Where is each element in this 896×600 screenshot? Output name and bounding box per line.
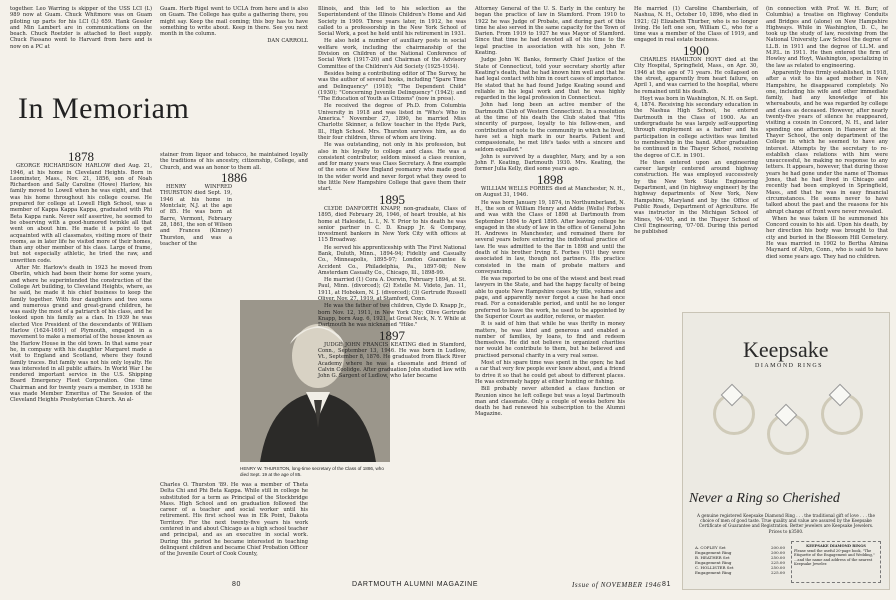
intro-paragraph: together. Leo Warring is skipper of the USS LCI (L) 989 now at Guam. Chuck Whitmore was on Guam piloting up parts for his LCI (L) 659. Hank Gessler and Min Lambert are in communications on the beach. Chuck Roetzler is attached to fleet supply. Chuck Fassano went to Harvard from here and is now on a PC at (10, 6, 152, 50)
obituary-thurston-cont: Charles O. Thurston '89. He was a member of Theta Delta Chi and Phi Beta Kappa. While still in college he substituted for a term as Principal of the Stockbridge Mass. High School and on graduation followed the career of a teacher and social worker until his retirement. His first school was in Elk Point, Dakota Territory. For the next twenty-five years his work centered in and about Chicago as a high school teacher and principal, and as an executive in social work. During this period he became interested in teaching delinquent children and became Chief Probation Officer of the Juvenile Court of Cook County, (160, 482, 308, 558)
paragraph: He received the degree of Ph.D. from Columbia University in 1918 and was listed in "Who's Who in America." November 27, 1890, he married Miss Charlotte Skinner, a fellow teacher in the Hyde Park, Ill., High School. Mrs. Thurston survives him, as do their four children, three of whom are living. (318, 103, 466, 141)
obituary-keating: JUDGE JOHN FRANCIS KEATING died in Stamford, Conn., September 13, 1946. He was born in Ludlow, Vt., September 8, 1876. He graduated from Black River Academy where he was a classmate and friend of Calvin Coolidge. After graduation John studied law with John G. Sargent of Ludlow, who later became (318, 341, 466, 380)
class-year-1900: 1900 (683, 42, 709, 58)
obituary-hoyt: CHARLES HAMILTON HOYT died at the City Hospital, Springfield, Mass., on Apr. 30, 1946 at the age of 71 years. He collapsed on the street, apparently from heart failure, on April 1, and was carried to the hospital, where he remained until his death. (634, 57, 758, 95)
ad-coupon (791, 541, 881, 583)
class-year-1897: 1897 (379, 327, 405, 343)
ad-headline: Never a Ring so Cherished (689, 491, 840, 506)
price-row: Engagement Ring 225.00 (695, 560, 785, 565)
photo-caption: HENRY W. THURSTON, long-time secretary of the Class of 1886, who died Sept. 19 at the age of 85. (240, 466, 384, 477)
column-top-text: Guam. Herb Rigel went to UCLA from here and is also on Guam. The College has quite a gathering there, you might say. Keep the mail coming; this boy has to have something to write about. Keep in there. See you next month in the column. (160, 6, 308, 38)
class-year-1878: 1878 (68, 149, 94, 164)
obituary-harlow: GEORGE RICHARDSON HARLOW died Aug. 21, 1946, at his home in Cleveland Heights. Born in Leominster, Mass., Nov. 21, 1856, son of Noah Richardson and Sally Caroline (Howe) Harlow, his family moved to Lowell when he was eight, and that was his home throughout his college course. He prepared for college at Lowell High School, was a member of Kappa Kappa Kappa, graduated with Phi Beta Kappa rank. Never self assertive, he seemed to be observing with a good-humored twinkle all that went on about him. He made it a point to get acquainted with all classmates, visiting more of their rooms, as in later life he visited more of their homes, than any other member of his class. Large of frame, but not especially athletic, he tried the raw, and unwritten code. (10, 163, 152, 264)
obituary-harlow-cont: After Mr. Harlow's death in 1923 he moved from Oberlin, which had been their home for some years, and where he superintended the construction of the College Art building, to Cleveland Heights, where, as he said, he made it his chief business to keep the family together. With four daughters and two sons and numerous grand and great-grand children, he was easily the most of a patriarch of his class, and he looked upon his family as a clan. In 1939 he was elected Vice President of the descendants of William Harlow (1624-1691) of Plymouth, engaged in a movement to make a memorial of the house known as the Harlow House in the old town. In that same year he, in company with his daughter Margaret made a visit to England and Scotland, where they found family traces. But family was not his only loyalty. He was interested in all public affairs. In World War I he rendered important service in the U.S. Shipping Board Emergency Fleet Corporation. One time Chairman and for twenty years a member, in 1938 he was made Member Emeritus of The Session of the Cleveland Heights Presbyterian Church. An al- (10, 265, 152, 404)
price-row: C. HOLLISTER Set 250.00 (695, 565, 785, 570)
paragraph: Attorney General of the U. S. Early in the century he began the practice of law in Stamford. From 1910 to 1922 he was Judge of Probate, and during part of this time he also served in the same capacity for the Town of Darien. From 1919 to 1927 he was Mayor of Stamford. Since that time he had devoted all of his time to the legal practise in association with his son, John F. Keating. (475, 6, 625, 57)
class-year-1898: 1898 (537, 171, 563, 187)
signature: DAN CARROLL (267, 38, 308, 45)
obituary-thurston: HENRY WINFRED THURSTON died Sept. 19, 1946 at his home in Montclair, N.J. at the age of 85. He was born at Barre, Vermont, February 28, 1861, the son of Wilson and Frances (Kinney) Thurston, and was a teacher of the (160, 184, 232, 247)
column-1 (10, 6, 152, 51)
magazine-title: DARTMOUTH ALUMNI MAGAZINE (352, 581, 479, 588)
paragraph: He then entered upon an engineering career largely centered around highway construction. He was employed successively by the New York State Engineering Department, and (in highway engineer) by the highway departments of New York, New Hampshire, Maryland and by the Office of Public Roads, Department of Agriculture. He was instructor in the Michigan School of Mines, '04-'05, and in the Thayer School of Civil Engineering, '07-'08. During this period he published (634, 159, 758, 236)
paragraph: He married (1) Caroline Chamberlain, of Nashua, N. H., October 10, 1896, who died in 1921; (2) Elizabeth Thurber, who is no longer living. He left one son, William C., who for a time was a member of the Class of 1919, and engaged in real estate business. (634, 6, 758, 44)
coupon-title: KEEPSAKE DIAMOND RINGS (806, 544, 866, 548)
paragraph: It is said of him that while he was thrifty in money matters, he was kind and generous and enabled a number of families, by loans, to find and redeem themselves. He did not believe in organized charities nor would he contribute to them, but he believed and practised personal charity in a very real sense. (475, 321, 625, 359)
obituary-forbes: WILLIAM WELLS FORBES died at Manchester, N. H., on August 31, 1946. (475, 186, 625, 199)
column-2 (160, 6, 308, 46)
paragraph: Illinois, and this led to his selection as the Superintendent of the Illinois Children's Home and Aid Society in 1909. Three years later, in 1912, he was called to a professorship in the New York School of Social Work, a post he held until his retirement in 1931. (318, 6, 466, 38)
paragraph: Hoyt was born in Washington, N. H. on Sept. 4, 1874. Receiving his secondary education in the Nashua High School, he entered Dartmouth in the Class of 1900. As an undergraduate he was largely self-supporting through employment as a barber and his participation in college activities was limited to membership in the band. After graduation he continued in the Thayer School, receiving the degree of C.E. in 1901. (634, 95, 758, 159)
ad-brand: Keepsake (743, 337, 829, 362)
paragraph: He was the father of two children, Clyde D. Knapp Jr., born Nov. 12, 1911, in New York City; Olive Gertrude Knapp, born Aug. 6, 1921, at Great Neck, N. Y. While at Dartmouth he was nicknamed "Hike." (318, 303, 466, 329)
ad-price-list (695, 545, 785, 575)
issue-date: Issue of NOVEMBER 1946 (572, 581, 662, 589)
page-number-right: 81 (662, 581, 671, 588)
ad-subtitle: DIAMOND RINGS (755, 363, 824, 369)
keepsake-advertisement (682, 312, 890, 590)
paragraph: John is survived by a daughter, Mary, and by a son John F. Keating, Dartmouth 1930. Mrs. Keating, the former Julia Kelly, died some years ago. (475, 153, 625, 173)
price-row: Engagement Ring 200.00 (695, 550, 785, 555)
obituary-harlow-end: stainer from liquor and tobacco, he maintained loyally the traditions of his ancestry, citizenship, College, and Church, and was an honor to them all. (160, 152, 308, 171)
paragraph: He was born January 19, 1874, in Northumberland, N. H., the son of William Henry and Addie (Wells) Forbes and was with the Class of 1898 at Dartmouth from September 1894 to April 1895. After leaving college he engaged in the study of law in the office of General John H. Andrews in Manchester, and remained there for several years before entering the individual practice of law. He was admitted to the Bar in 1898 and until the death of his brother Irving E. Forbes ('01) they were associated in law, though not partners. His practice consisted in the main of probate matters and conveyancing. (475, 199, 625, 275)
paragraph: Bill probably never attended a class function or Reunion since he left college but was a loyal Dartmouth man and classmate. Only a couple of weeks before his death he had renewed his subscription to the Alumni Magazine. (475, 386, 625, 418)
column-2-obits (160, 152, 308, 248)
page-title: In Memoriam (18, 92, 190, 125)
price-row: B. HEATHER Set 250.00 (695, 555, 785, 560)
paragraph: He married (1) Cora A. Dorwin, February 1894, at St. Paul, Minn. (divorced); (2) Estelle M. Videto, Jan. 11, 1911, at Hoboken, N. J. (divorced); (3) Gertrude Russell Oliver, Nov. 27, 1919, at Stamford, Conn. (318, 277, 466, 303)
obituary-knapp: CLYDE DANFORTH KNAPP, non-graduate, Class of 1895, died February 26, 1946, of heart trouble, at his home at Haleside, L. I., N. Y. Prior to his death he was senior partner in C. D. Knapp Jr. & Company, investment bankers in New York City with offices at 115 Broadway. (318, 205, 466, 244)
class-year-1895: 1895 (379, 191, 405, 207)
column-5 (634, 6, 758, 236)
paragraph: Judge John W. Banks, formerly Chief Justice of the State of Connecticut, told your secretary shortly after Keating's death, that he had known him well and that he had legal contact with him in court cases of importance. He stated that he had found Judge Keating sound and reliable in his legal work and that he was highly regarded in the legal profession in Connecticut. (475, 57, 625, 102)
class-year-1886: 1886 (221, 169, 247, 185)
price-row: Engagement Ring 225.00 (695, 570, 785, 575)
column-1-obits (10, 150, 152, 405)
page-number-left: 80 (232, 581, 241, 588)
paragraph: John had long been an active member of the Dartmouth Club of Western Connecticut. In a resolution at the time of his death the Club stated that "His sincerity of purpose, loyalty to his fellow-men, and contribution of note to the community in which he lived, have set a high mark in our hearts. Patient and compassionate, he met life's tasks with a sincere and seldom equalled." (475, 102, 625, 153)
paragraph: Apparently thus firmly established, in 1918, after a visit to his aged mother in New Hampshire, he disappeared completely. No one, including his wife and other immediate family, had any knowledge of his whereabouts, and he was regarded by college and class as deceased. However, after nearly twenty-five years of silence he reappeared, visiting a cousin in Concord, N. H., and later spending one afternoon in Hanover at the Thayer School, the only department of the College in which he seemed to have any interest. Attempts by the secretary to re-establish class relations with him were unsuccessful, he making no response to any letters. It appears, however, that during those years he had gone under the name of Thomas Jones, that he had lived in Chicago and recently had been employed in Springfield, Mass., and that he was in easy financial circumstances. He seems never to have talked about the past and the reasons for his abrupt change of front were never revealed. (766, 69, 888, 215)
column-3 (318, 6, 466, 381)
paragraph: (in connection with Prof. W. H. Burr, of Columbia) a treatise on Highway Conduits and Bridges and (alone) on New Hampshire Highways. While in Washington, D. C., he took up the study of law, receiving from the National University Law School the degree of LL.B. in 1911 and the degree of LL.M. and M.P.L. in 1911. He then entered the firm of Howley and Hoyt, Washington, specializing in the law as related to engineering. (766, 6, 888, 69)
price-row: A. COPLEY Set 200.00 (695, 545, 785, 550)
paragraph: He was reported to be one of the wisest and best read lawyers in the State, and had the happy faculty of being able to quote New Hampshire cases by title, volume and page, and apparently never forgot a case he had once read. For a considerable period, and until he no longer preferred to leave the work, he used to be appointed by the Superior Court as auditor, referee, or master. (475, 276, 625, 320)
column-2-bottom (160, 482, 308, 559)
column-4 (475, 6, 625, 419)
paragraph: He served his apprenticeship with The First National Bank, Duluth, Minn., 1894-94; Fidelity and Casualty Co., Minneapolis, 1895-97; London Guarantee & Accident Co., Philadelphia, Pa., 1897-98; New Amsterdam Casualty Co., Chicago, Ill., 1898-99. (318, 244, 466, 276)
paragraph: When he was taken ill he summoned his Concord cousin to his aid. Upon his death, by her direction his body was brought to that city and buried in the Blossom Hill Cemetery. He was married in 1902 to Bertha Almina Maynard of Allyn, Conn., who is said to have died some years ago. They had no children. (766, 215, 888, 260)
paragraph: He was outstanding, not only in his profession, but also in his loyalty to college and class. He was a consistent contributor, seldom missed a class reunion, and for many years was Class Secretary. A fine example of the sons of New England yeomanry who made good in the wider world and never forgot what they owed to the little New Hampshire College that gave them their start. (318, 142, 466, 193)
column-6 (766, 6, 888, 261)
paragraph: Most of his spare time was spent in the open; he had a car that very few people ever knew about, and a friend to drive it so that he could get about to different places. He was extremely happy at either hunting or fishing. (475, 360, 625, 385)
coupon-text: Please send the useful 20-page book, "The Etiquette of the Engagement and Wedding," ...and the name and address of the nearest Keepsake Jeweler. (794, 548, 875, 567)
paragraph: Besides being a contributing editor of The Survey, he was the author of several books, including "Spare Time and Delinquency" (1918); "The Dependent Child" (1930); "Concerning Juvenile Delinquency" (1942); and "The Education of Youth as Citizens" (now in press). (318, 70, 466, 103)
ad-body: A genuine registered Keepsake Diamond Ring . . . the traditional gift of love . . . the choice of men of good taste. True quality and value are assured by the Keepsake Certificate of Guarantee and Registration. Better jewelers are Keepsake Jewelers. Prices to $3500. (697, 513, 875, 534)
paragraph: He also held a number of auxiliary posts in social welfare work, including the chairmanship of the Division on Children of the National Conference of Social Work (1917-20) and Chairman of the Advisory Committee of the Children's Aid Society (1925-1934). (318, 38, 466, 70)
